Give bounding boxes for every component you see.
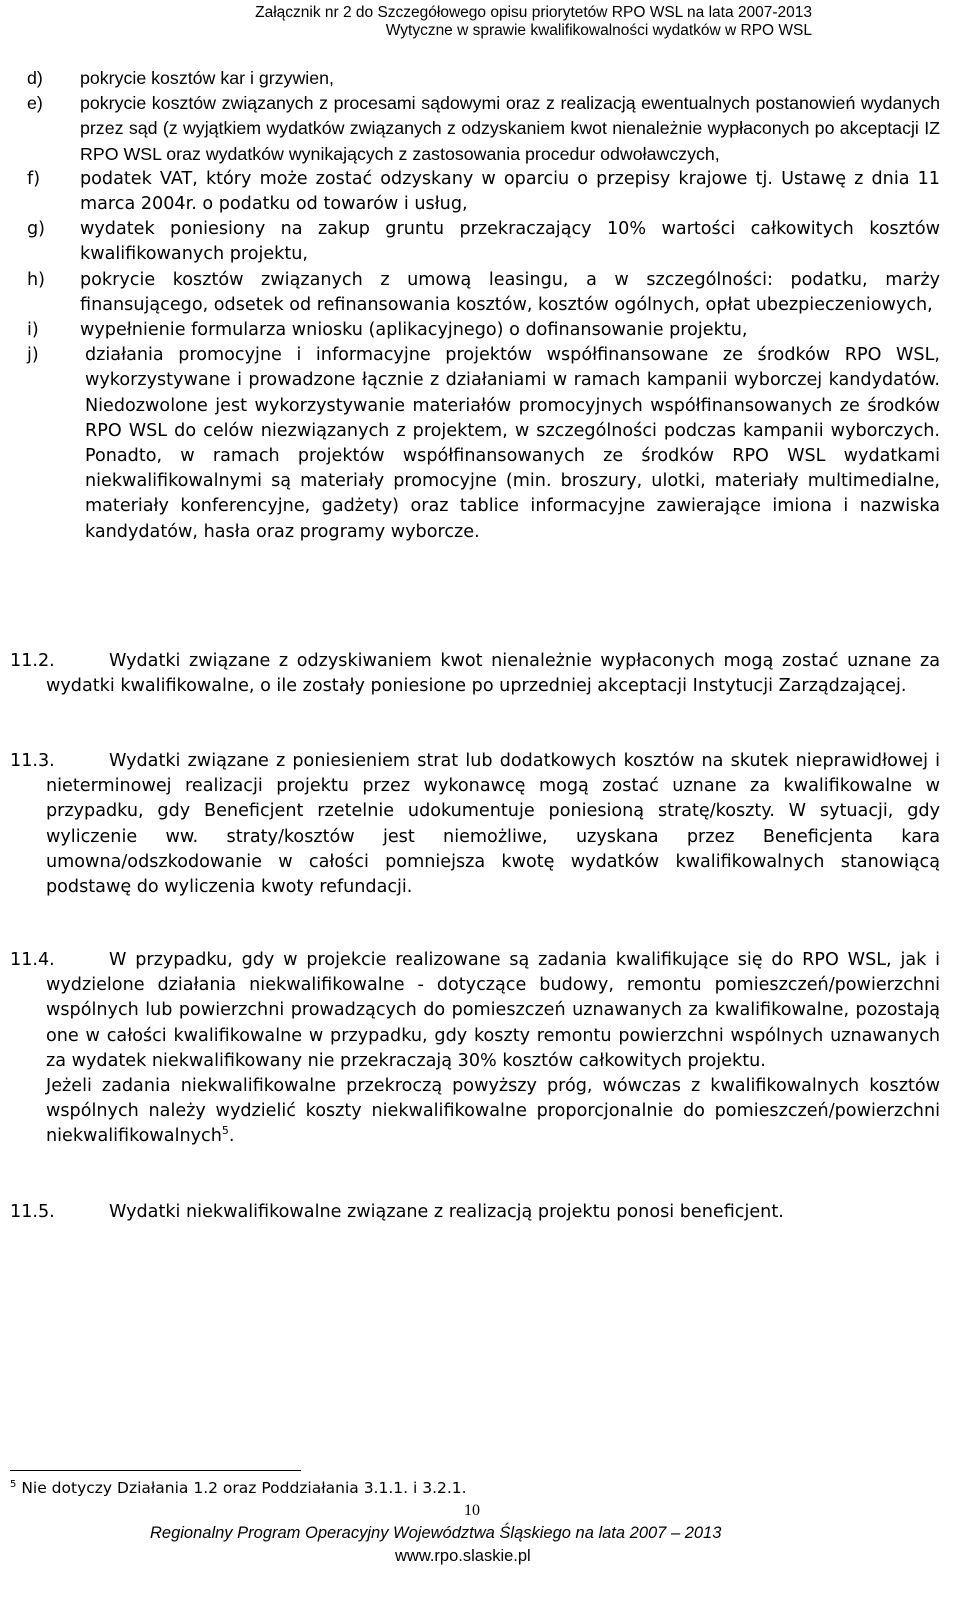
list-item — [27, 217, 940, 267]
footer-program: Regionalny Program Operacyjny Województwa Śląskiego na lata 2007 – 2013 — [150, 1524, 722, 1542]
list-item-label: f) — [27, 168, 41, 189]
list-item — [27, 268, 940, 318]
section-number: 11.5. — [10, 1202, 55, 1222]
footnote-divider — [10, 1470, 301, 1471]
section-number: 11.4. — [10, 950, 55, 970]
list-item — [27, 66, 940, 91]
section-11-3 — [10, 749, 940, 900]
section-paragraph — [10, 1200, 940, 1225]
list-item-label: i) — [27, 320, 39, 341]
section-paragraph — [10, 749, 940, 900]
section-number: 11.3. — [10, 751, 55, 771]
list-item-label: e) — [27, 93, 43, 114]
footnote-mark: 5 — [10, 1479, 17, 1490]
section-text: Wydatki niekwalifikowalne związane z realizacją projektu ponosi beneficjent. — [109, 1202, 784, 1222]
list-item — [27, 343, 940, 545]
section-paragraph — [10, 649, 940, 699]
list-item-label: h) — [27, 269, 46, 290]
list-item-text: podatek VAT, który może zostać odzyskany w oparciu o przepisy krajowe tj. Ustawę z dnia 11 marca 2004r. o podatku od towarów i usług, — [80, 168, 940, 215]
list-item — [27, 318, 940, 343]
list-item — [27, 167, 940, 217]
list-item-text: pokrycie kosztów związanych z procesami sądowymi oraz z realizacją ewentualnych postanowień wydanych przez sąd (z wyjątkiem wydatków związanych z odzyskaniem kwot nienależnie wypłaconych po akceptacji IZ RPO WSL oraz wydatków wynikających z zastosowania procedur odwoławczych, — [80, 93, 940, 164]
page-number: 10 — [464, 1502, 480, 1519]
list-item-text: pokrycie kosztów związanych z umową leasingu, a w szczególności: podatku, marży finansującego, odsetek od refinansowania kosztów, kosztów ogólnych, opłat ubezpieczeniowych, — [80, 269, 940, 315]
footnote-reference[interactable]: 5 — [221, 1124, 229, 1138]
section-text: Wydatki związane z poniesieniem strat lub dodatkowych kosztów na skutek nieprawidłowej i nieterminowej realizacji projektu przez wykonawcę mogą zostać uznane za kwalifikowalne w przypadku, gdy Beneficjent rzetelnie udokumentuje poniesioną stratę/koszty. W sytuacji, gdy wyliczenie ww. straty/kosztów jest niemożliwe, uzyskana przez Beneficjenta kara umowna/odszkodowanie w całości pomniejsza kwotę wydatków kwalifikowalnych stanowiącą podstawę do wyliczenia kwoty refundacji. — [46, 751, 940, 898]
list-item-text: pokrycie kosztów kar i grzywien, — [80, 68, 334, 88]
section-text: Jeżeli zadania niekwalifikowalne przekroczą powyższy próg, wówczas z kwalifikowalnych kosztów wspólnych należy wydzielić koszty niekwalifikowalne proporcjonalnie do pomieszczeń/powierzchni niekwalifikowalnych — [46, 1076, 940, 1147]
section-text-end: . — [228, 1126, 235, 1147]
header-line-1: Załącznik nr 2 do Szczegółowego opisu priorytetów RPO WSL na lata 2007-2013 — [255, 4, 812, 21]
list-item-text: wydatek poniesiony na zakup gruntu przekraczający 10% wartości całkowitych kosztów kwalifikowanych projektu, — [80, 219, 940, 265]
footnote — [10, 1479, 467, 1497]
list-item-label: j) — [27, 345, 39, 366]
list-item — [27, 91, 940, 167]
section-text: Wydatki związane z odzyskiwaniem kwot nienależnie wypłaconych mogą zostać uznane za wydatki kwalifikowalne, o ile zostały poniesione po uprzedniej akceptacji Instytucji Zarządzającej. — [46, 651, 940, 697]
list-item-text: wypełnienie formularza wniosku (aplikacyjnego) o dofinansowanie projektu, — [80, 320, 748, 341]
list-item-text: działania promocyjne i informacyjne projektów współfinansowane ze środków RPO WSL, wykorzystywane i prowadzone łącznie z działaniami w ramach kampanii wyborczej kandydatów. Niedozwolone jest wykorzystywanie materiałów promocyjnych współfinansowanych ze środków RPO WSL do celów niezwiązanych z projektem, w szczególności podczas kampanii wyborczych. Ponadto, w ramach projektów współfinansowanych ze środków RPO WSL wydatkami niekwalifikowalnymi są materiały promocyjne (min. broszury, ulotki, materiały multimedialne, materiały konferencyjne, gadżety) oraz tablice informacyjne zawierające imiona i nazwiska kandydatów, hasła oraz programy wyborcze. — [85, 345, 940, 542]
footer-url[interactable]: www.rpo.slaskie.pl — [395, 1547, 531, 1565]
section-number: 11.2. — [10, 651, 55, 671]
list-item-label: d) — [27, 68, 43, 88]
list-item-label: g) — [27, 219, 46, 240]
section-text: W przypadku, gdy w projekcie realizowane są zadania kwalifikujące się do RPO WSL, jak i wydzielone działania niekwalifikowalne - dotyczące budowy, remontu pomieszczeń/powierzchni wspólnych lub powierzchni prowadzących do pomieszczeń uznawanych za kwalifikowalne, pozostają one w całości kwalifikowalne w przypadku, gdy koszty remontu powierzchni wspólnych uznawanych za wydatek niekwalifikowany nie przekraczają 30% kosztów całkowitych projektu. — [46, 950, 940, 1071]
section-11-2 — [10, 649, 940, 699]
section-paragraph — [10, 948, 940, 1074]
section-paragraph-continued — [46, 1074, 940, 1150]
footnote-text: Nie dotyczy Działania 1.2 oraz Poddziałania 3.1.1. i 3.2.1. — [21, 1479, 467, 1498]
header-line-2: Wytyczne w sprawie kwalifikowalności wydatków w RPO WSL — [385, 22, 812, 39]
section-11-4 — [10, 948, 940, 1150]
exclusion-list — [27, 66, 940, 545]
section-11-5 — [10, 1200, 940, 1225]
